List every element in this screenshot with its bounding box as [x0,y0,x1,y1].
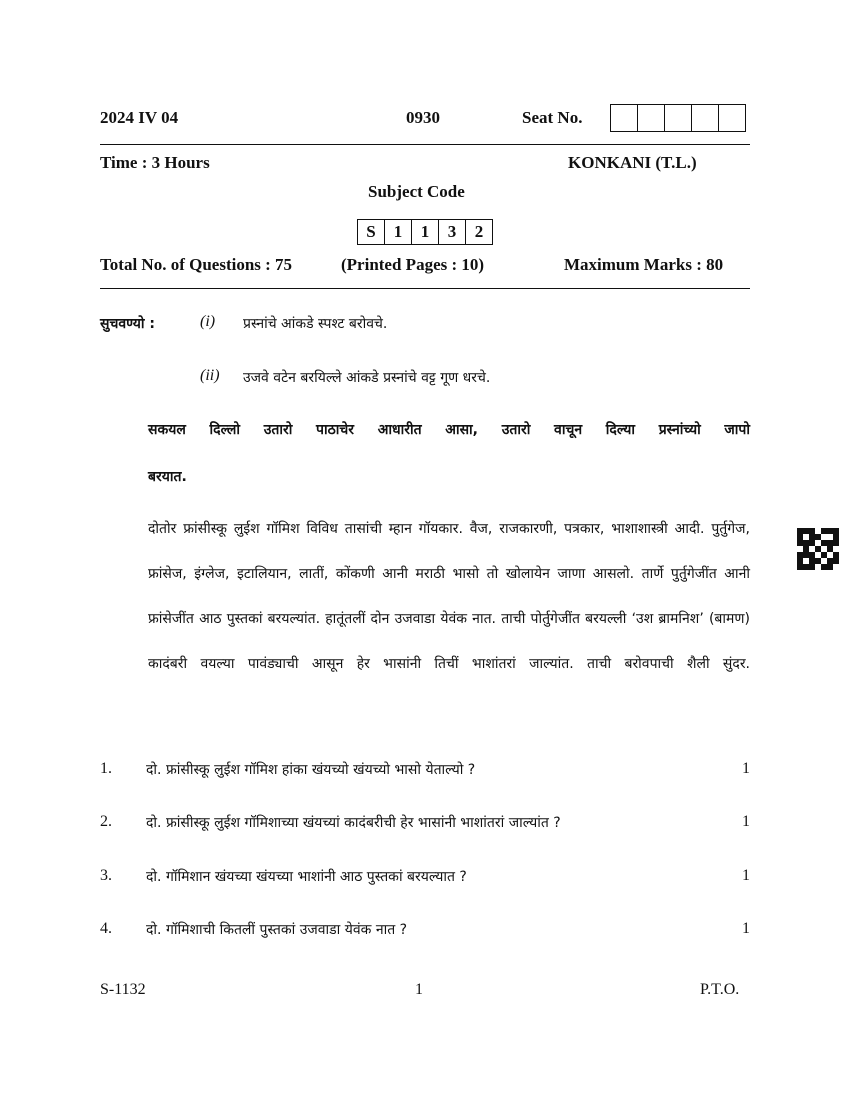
subject-code-char: 3 [438,220,465,244]
subject-code-char: S [366,222,376,241]
seat-label: Seat No. [522,108,583,127]
seat-box[interactable] [637,105,664,131]
passage-text: दोतोर फ्रांसीस्कू लुईश गॉमिश विविध तासांची म्हान गॉयकार. वैज, राजकारणी, पत्रकार, भाशाशास्त्री आदी. पुर्तुगेज, फ्रांसेज, इंग्लेज, इटालियान, लातीं, कोंकणी आनी मराठी भासो तो खोलायेन जाणा आसलो. तार्णे पुर्तुगेजींत आनी फ्रांसेजींत आठ पुस्तकां बरयल्यांत. हातूंतलीं दोन उजवाडा येवंक नात. ताची पोर्तुगेजींत बरयल्ली ‘उश ब्रामनिश’ (बामण) कादंबरी वयल्या पावंड्याची आसून हेर भासांनी तिचीं भाशांतरां जाल्यांत. ताची बरोवपाची शैली सुंदर. [148,521,750,672]
header-divider-bottom [100,288,750,289]
subject-code-label: Subject Code [368,182,465,201]
question-item [100,760,750,784]
footer-code: S-1132 [100,981,146,998]
question-item [100,867,750,891]
question-marks: 1 [742,920,750,937]
year-code: 2024 IV 04 [100,108,179,127]
paper-code: 0930 [406,108,440,127]
question-item [100,813,750,837]
subject-name: KONKANI (T.L.) [568,153,697,172]
qr-code-icon [797,528,839,570]
question-number: 2. [100,813,112,830]
question-number: 1. [100,760,112,777]
question-text: दो. फ्रांसीस्कू लुईश गॉमिशाच्या खंयच्यां कादंबरीची हेर भासांनी भाशांतरां जाल्यांत ? [146,815,561,831]
passage-instruction-line2: बरयात. [148,469,187,485]
seat-box[interactable] [664,105,691,131]
page-number: 1 [415,981,423,998]
instruction-text: प्रस्नांचे आंकडे स्पश्ट बरोवचे. [243,316,388,332]
subject-code-char: 1 [384,220,411,244]
seat-box[interactable] [691,105,718,131]
instruction-text: उजवे वटेन बरयिल्ले आंकडे प्रस्नांचे वट्ट गूण धरचे. [243,370,491,386]
instruction-marker: (i) [200,313,216,330]
time-allowed: Time : 3 Hours [100,153,210,172]
question-item [100,920,750,944]
printed-pages: (Printed Pages : 10) [341,255,485,274]
maximum-marks: Maximum Marks : 80 [564,255,724,274]
instructions-label: सुचवण्यो : [100,316,156,332]
header-divider-top [100,144,750,145]
passage-instruction-line1: सकयल दिल्लो उतारो पाठाचेर आधारीत आसा, उतारो वाचून दिल्या प्रस्नांच्यो जापो [148,422,750,438]
seat-box[interactable] [718,105,745,131]
please-turn-over: P.T.O. [700,981,740,998]
question-marks: 1 [742,813,750,830]
question-marks: 1 [742,867,750,884]
question-text: दो. गॉमिशान खंयच्या खंयच्या भाशांनी आठ पुस्तकां बरयल्यात ? [146,869,467,885]
subject-code-char: 2 [465,220,492,244]
instruction-marker: (ii) [200,367,220,384]
subject-code-char: 1 [411,220,438,244]
question-number: 3. [100,867,112,884]
question-text: दो. फ्रांसीस्कू लुईश गॉमिश हांका खंयच्यो खंयच्यो भासो येताल्यो ? [146,762,476,778]
total-questions: Total No. of Questions : 75 [100,255,293,274]
seat-box[interactable] [611,105,637,131]
question-number: 4. [100,920,112,937]
question-marks: 1 [742,760,750,777]
subject-code-boxes [357,219,493,245]
question-text: दो. गॉमिशाची कितलीं पुस्तकां उजवाडा येवंक नात ? [146,922,408,938]
seat-number-boxes[interactable] [610,104,746,132]
